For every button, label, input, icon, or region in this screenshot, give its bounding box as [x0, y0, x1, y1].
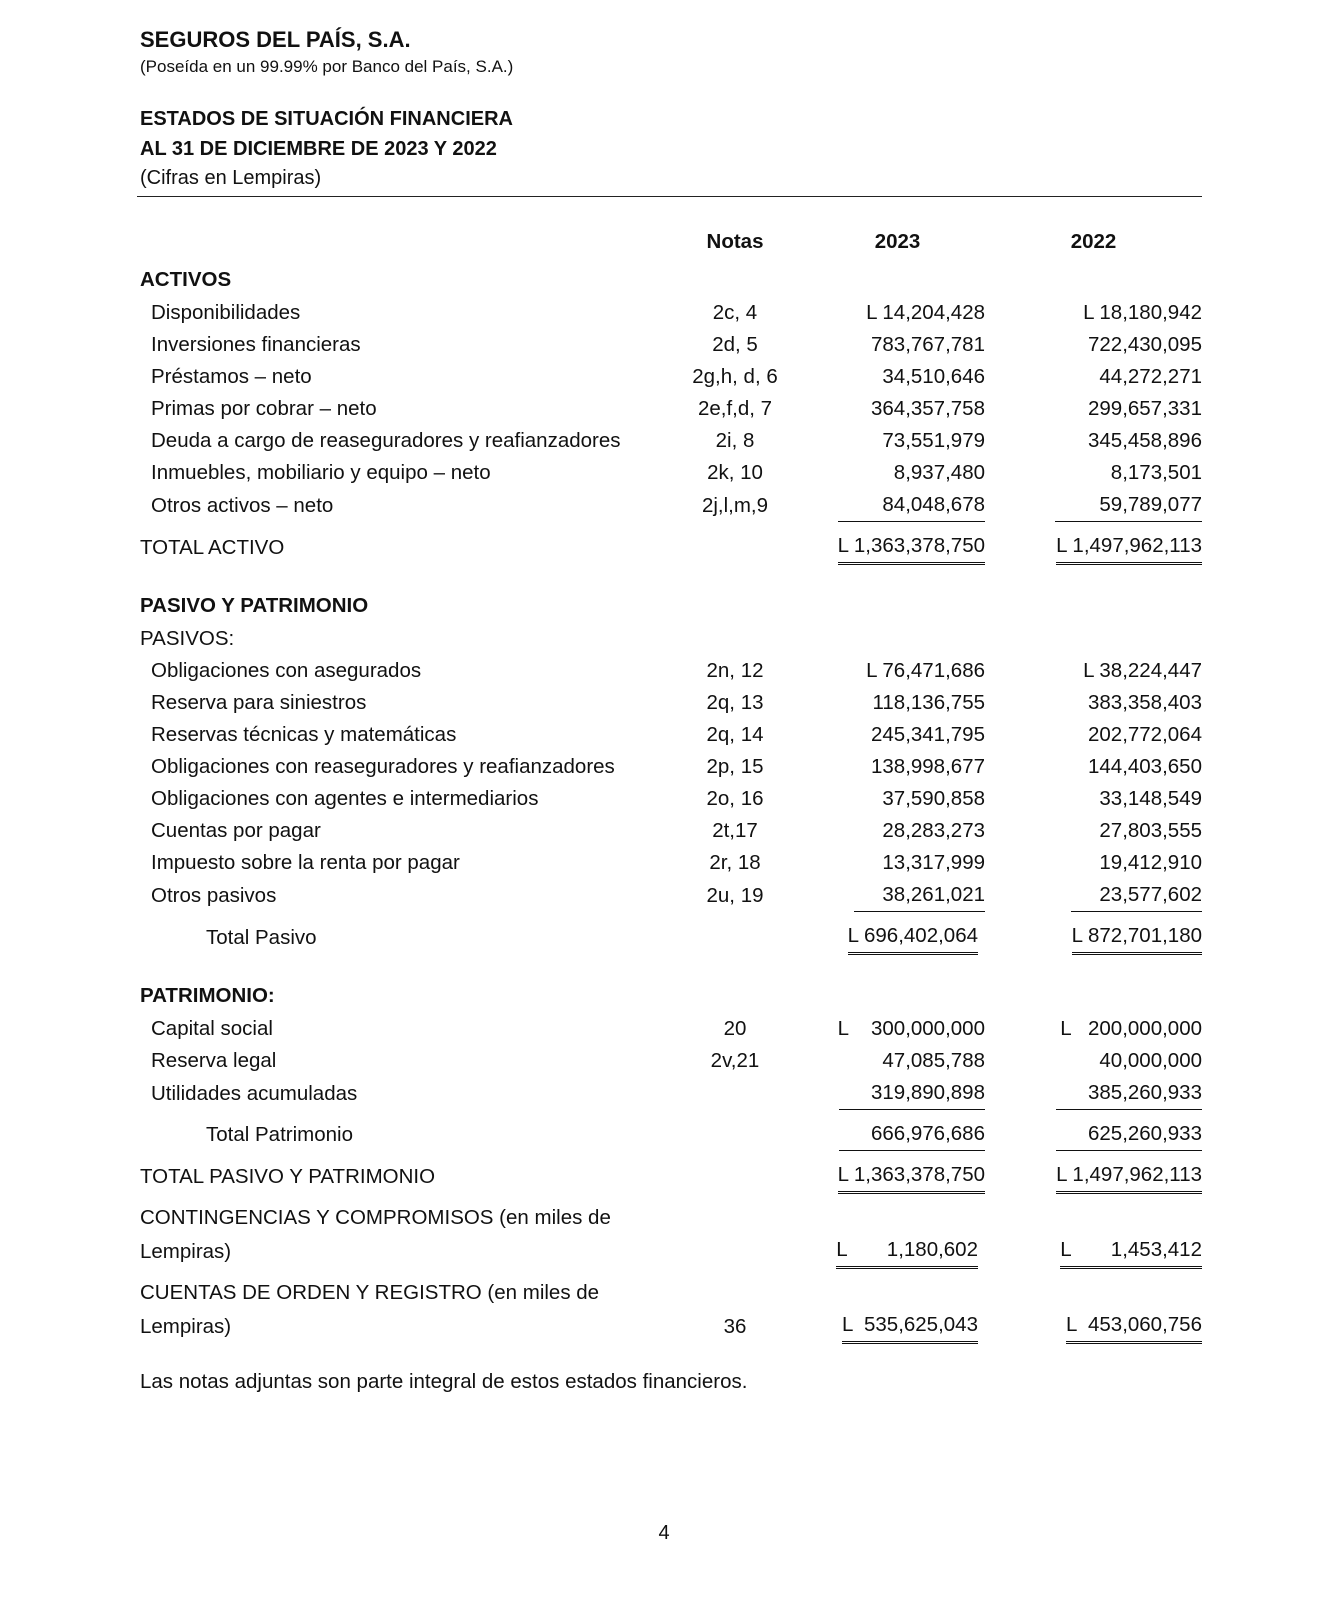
- row-label: Deuda a cargo de reaseguradores y reafianzadores: [151, 429, 621, 452]
- total-patrimonio-row: [140, 1118, 1202, 1151]
- total-pasivo-patrimonio-row: [140, 1159, 1202, 1194]
- row-notas: 2t,17: [712, 819, 758, 842]
- section-row-patrimonio: [140, 979, 1202, 1013]
- amount-2023: 73,551,979: [882, 429, 985, 452]
- amount-2022: 59,789,077: [1055, 489, 1202, 522]
- table-row: [140, 847, 1202, 879]
- amount-2022: 33,148,549: [1099, 787, 1202, 810]
- row-2023: [810, 329, 985, 361]
- ownership-note: (Poseída en un 99.99% por Banco del País, S.A.): [140, 57, 514, 76]
- row-notas: 2k, 10: [707, 461, 763, 484]
- amount-2023: 138,998,677: [870, 755, 985, 778]
- amount-2022: L 200,000,000: [1060, 1017, 1202, 1040]
- row-label: Inmuebles, mobiliario y equipo – neto: [151, 461, 491, 484]
- table-row: [140, 879, 1202, 912]
- total-2022-cell: [985, 920, 1202, 955]
- table-row: [140, 489, 1202, 522]
- amount-2023: 364,357,758: [870, 397, 985, 420]
- row-2023: [810, 655, 985, 687]
- statement-title: ESTADOS DE SITUACIÓN FINANCIERA: [140, 108, 513, 130]
- row-label: Utilidades acumuladas: [151, 1081, 358, 1105]
- total-2022: 625,260,933: [1056, 1118, 1202, 1151]
- table-row: [140, 783, 1202, 815]
- total-label: TOTAL PASIVO Y PATRIMONIO: [140, 1164, 436, 1188]
- row-label: Cuentas por pagar: [151, 819, 321, 842]
- table-row: [140, 815, 1202, 847]
- amount-2022: 144,403,650: [1087, 755, 1202, 778]
- total-2022-cell: [985, 1118, 1202, 1151]
- row-notas: 2r, 18: [709, 851, 761, 874]
- contingencias-row-1: [140, 1202, 1202, 1234]
- total-label: Total Patrimonio: [206, 1122, 353, 1146]
- contingencias-row-2: [140, 1234, 1202, 1269]
- total-2023: 666,976,686: [839, 1118, 985, 1151]
- row-2022: [985, 751, 1202, 783]
- cuentas-orden-row-2: [140, 1309, 1202, 1344]
- table-row: [140, 457, 1202, 489]
- cuentas-orden-2023: L 535,625,043: [842, 1309, 978, 1344]
- total-2023: L 1,363,378,750: [838, 530, 985, 565]
- row-2023: [810, 1045, 985, 1077]
- row-2023: [810, 1077, 985, 1110]
- row-2022: [985, 1045, 1202, 1077]
- total-2023-cell: [810, 1118, 985, 1151]
- row-notas: [660, 1077, 810, 1110]
- row-2023: [810, 815, 985, 847]
- col-2023: 2023: [874, 230, 921, 253]
- total-label: Total Pasivo: [206, 925, 317, 949]
- amount-2023: 84,048,678: [838, 489, 985, 522]
- amount-2022: 722,430,095: [1087, 333, 1202, 356]
- row-label: Otros pasivos: [151, 883, 277, 907]
- row-label: Inversiones financieras: [151, 333, 361, 356]
- total-2023-cell: [810, 920, 985, 955]
- row-2023: [810, 783, 985, 815]
- amount-2022: 385,260,933: [1056, 1077, 1202, 1110]
- row-notas: 2v,21: [710, 1049, 760, 1072]
- row-notas: 2d, 5: [712, 333, 758, 356]
- cuentas-orden-2022-cell: [985, 1309, 1202, 1344]
- row-label: Capital social: [151, 1017, 273, 1040]
- total-2023: L 1,363,378,750: [838, 1159, 985, 1194]
- statement-page: [140, 24, 1202, 1415]
- row-notas: 2u, 19: [706, 883, 764, 907]
- row-notas: 20: [723, 1017, 747, 1040]
- amount-2023: 118,136,755: [872, 691, 985, 714]
- amount-2023: L 300,000,000: [837, 1017, 985, 1040]
- row-2023: [810, 393, 985, 425]
- row-label: Préstamos – neto: [151, 365, 312, 388]
- row-2023: [810, 297, 985, 329]
- cuentas-orden-2022: L 453,060,756: [1066, 1309, 1202, 1344]
- row-2022: [985, 361, 1202, 393]
- row-2022: [985, 719, 1202, 751]
- total-2023-cell: [810, 530, 985, 565]
- total-2023-cell: [810, 1159, 985, 1194]
- row-2023: [810, 361, 985, 393]
- total-2022-cell: [985, 1159, 1202, 1194]
- column-header-row: [140, 221, 1202, 263]
- total-label: TOTAL ACTIVO: [140, 535, 285, 559]
- amount-2023: 245,341,795: [870, 723, 985, 746]
- amount-2022: 202,772,064: [1087, 723, 1202, 746]
- total-2022-cell: [985, 530, 1202, 565]
- row-notas: 2g,h, d, 6: [692, 365, 778, 388]
- amount-2022: 8,173,501: [1110, 461, 1202, 484]
- row-notas: 2i, 8: [715, 429, 755, 452]
- row-2022: [985, 393, 1202, 425]
- amount-2022: 299,657,331: [1087, 397, 1202, 420]
- amount-2022: 23,577,602: [1071, 879, 1202, 912]
- row-2023: [810, 719, 985, 751]
- contingencias-2023: L 1,180,602: [836, 1234, 978, 1269]
- amount-2023: 38,261,021: [854, 879, 985, 912]
- section-row-pasivo-patrimonio: [140, 589, 1202, 623]
- amount-2023: 319,890,898: [839, 1077, 985, 1110]
- table-row: [140, 1013, 1202, 1045]
- balance-sheet-table: [140, 221, 1202, 1344]
- table-row: [140, 361, 1202, 393]
- table-row: [140, 297, 1202, 329]
- company-name: SEGUROS DEL PAÍS, S.A.: [140, 27, 411, 52]
- total-2023: L 696,402,064: [848, 920, 978, 955]
- statement-date: AL 31 DE DICIEMBRE DE 2023 Y 2022: [140, 138, 497, 160]
- row-notas: 2q, 13: [706, 691, 764, 714]
- col-2022: 2022: [1070, 230, 1117, 253]
- row-label: Obligaciones con asegurados: [151, 659, 422, 682]
- cuentas-orden-row-1: [140, 1277, 1202, 1309]
- contingencias-2022-cell: [985, 1234, 1202, 1269]
- page-number: 4: [658, 1522, 670, 1544]
- row-2023: [810, 489, 985, 522]
- row-label: Impuesto sobre la renta por pagar: [151, 851, 460, 874]
- row-notas: 2n, 12: [706, 659, 764, 682]
- subsection-title: PASIVOS:: [140, 627, 235, 650]
- amount-2023: L 14,204,428: [866, 301, 985, 324]
- row-label: Primas por cobrar – neto: [151, 397, 377, 420]
- amount-2022: 27,803,555: [1099, 819, 1202, 842]
- table-row: [140, 655, 1202, 687]
- row-notas: 2o, 16: [706, 787, 764, 810]
- row-2022: [985, 879, 1202, 912]
- total-pasivo-row: [140, 920, 1202, 955]
- row-notas: 2j,l,m,9: [701, 493, 769, 517]
- row-notas: 2c, 4: [712, 301, 758, 324]
- row-2023: [810, 1013, 985, 1045]
- table-row: [140, 1045, 1202, 1077]
- row-2022: [985, 329, 1202, 361]
- row-label: Reserva para siniestros: [151, 691, 367, 714]
- amount-2023: 783,767,781: [870, 333, 985, 356]
- row-2023: [810, 751, 985, 783]
- units-note: (Cifras en Lempiras): [140, 167, 322, 189]
- total-2022: L 872,701,180: [1072, 920, 1202, 955]
- col-notas: Notas: [706, 230, 764, 253]
- table-row: [140, 719, 1202, 751]
- row-2022: [985, 1013, 1202, 1045]
- row-label: Reserva legal: [151, 1049, 277, 1072]
- amount-2023: L 76,471,686: [866, 659, 985, 682]
- table-row: [140, 687, 1202, 719]
- row-2022: [985, 457, 1202, 489]
- table-row: [140, 751, 1202, 783]
- amount-2023: 28,283,273: [882, 819, 985, 842]
- section-title: ACTIVOS: [140, 268, 232, 291]
- row-2023: [810, 457, 985, 489]
- contingencias-2023-cell: [810, 1234, 985, 1269]
- cuentas-orden-2023-cell: [810, 1309, 985, 1344]
- row-2022: [985, 687, 1202, 719]
- contingencias-2022: L 1,453,412: [1060, 1234, 1202, 1269]
- row-2023: [810, 425, 985, 457]
- amount-2022: L 18,180,942: [1083, 301, 1202, 324]
- amount-2022: 345,458,896: [1087, 429, 1202, 452]
- row-2022: [985, 1077, 1202, 1110]
- row-label: Reservas técnicas y matemáticas: [151, 723, 457, 746]
- amount-2023: 8,937,480: [893, 461, 985, 484]
- table-row: [140, 329, 1202, 361]
- row-2022: [985, 489, 1202, 522]
- row-2022: [985, 425, 1202, 457]
- amount-2023: 47,085,788: [882, 1049, 985, 1072]
- section-title: PASIVO Y PATRIMONIO: [140, 594, 369, 617]
- row-2022: [985, 815, 1202, 847]
- subsection-row-pasivos: [140, 623, 1202, 655]
- table-row: [140, 1077, 1202, 1110]
- header-divider: [137, 196, 1202, 197]
- amount-2023: 37,590,858: [882, 787, 985, 810]
- row-label: Otros activos – neto: [151, 493, 334, 517]
- row-label: Disponibilidades: [151, 301, 301, 324]
- contingencias-label-line1: CONTINGENCIAS Y COMPROMISOS (en miles de: [140, 1206, 611, 1229]
- contingencias-label-line2: Lempiras): [140, 1239, 232, 1263]
- row-notas: 2q, 14: [706, 723, 764, 746]
- row-notas: 2p, 15: [706, 755, 764, 778]
- row-label: Obligaciones con reaseguradores y reafianzadores: [151, 755, 615, 778]
- row-2023: [810, 687, 985, 719]
- total-activo-row: [140, 530, 1202, 565]
- row-2022: [985, 297, 1202, 329]
- amount-2022: 19,412,910: [1099, 851, 1202, 874]
- footer-note: Las notas adjuntas son parte integral de estos estados financieros.: [140, 1370, 748, 1393]
- amount-2022: 44,272,271: [1099, 365, 1202, 388]
- row-2023: [810, 879, 985, 912]
- section-row-activos: [140, 263, 1202, 297]
- row-2022: [985, 655, 1202, 687]
- row-notas: 2e,f,d, 7: [697, 397, 773, 420]
- row-2023: [810, 847, 985, 879]
- amount-2022: L 38,224,447: [1083, 659, 1202, 682]
- row-2022: [985, 847, 1202, 879]
- table-row: [140, 425, 1202, 457]
- amount-2023: 34,510,646: [882, 365, 985, 388]
- cuentas-orden-label-line2: Lempiras): [140, 1314, 232, 1338]
- row-2022: [985, 783, 1202, 815]
- total-2022: L 1,497,962,113: [1056, 1159, 1202, 1194]
- amount-2022: 40,000,000: [1099, 1049, 1202, 1072]
- cuentas-orden-notas: 36: [723, 1314, 747, 1338]
- amount-2023: 13,317,999: [882, 851, 985, 874]
- section-title: PATRIMONIO:: [140, 984, 275, 1007]
- total-2022: L 1,497,962,113: [1056, 530, 1202, 565]
- table-row: [140, 393, 1202, 425]
- row-label: Obligaciones con agentes e intermediarios: [151, 787, 539, 810]
- cuentas-orden-label-line1: CUENTAS DE ORDEN Y REGISTRO (en miles de: [140, 1281, 600, 1304]
- amount-2022: 383,358,403: [1087, 691, 1202, 714]
